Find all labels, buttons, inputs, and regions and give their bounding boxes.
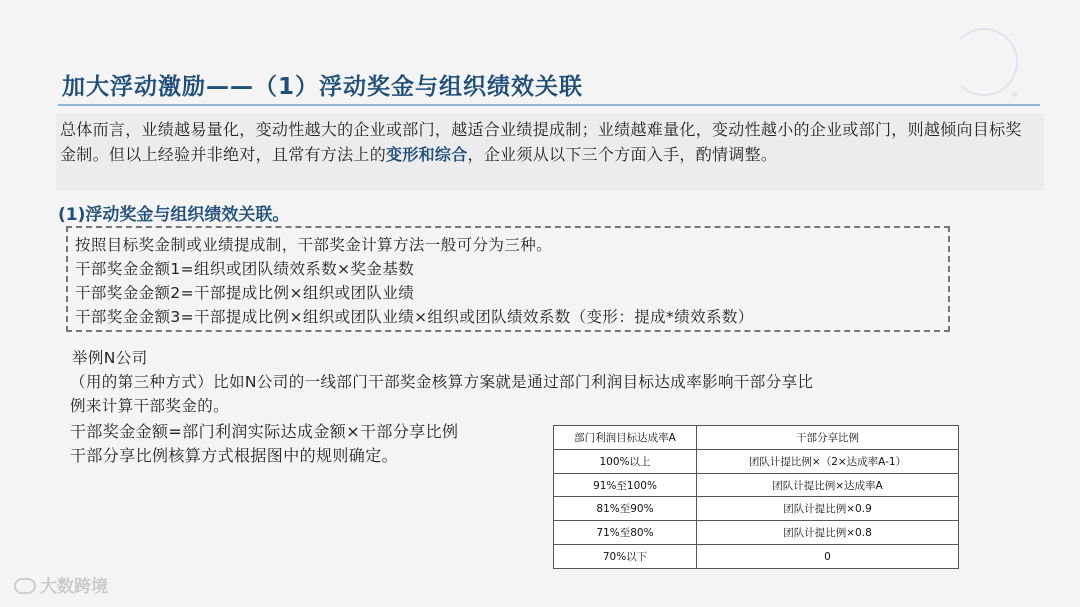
title-underline <box>58 104 1040 106</box>
section-heading: (1)浮动奖金与组织绩效关联。 <box>58 205 290 225</box>
table-header-row <box>554 426 959 450</box>
page-title: 加大浮动激励——（1）浮动奖金与组织绩效关联 <box>62 74 584 100</box>
method-line: 干部奖金金额3=干部提成比例×组织或团队业绩×组织或团队绩效系数（变形：提成*绩效系数） <box>75 308 754 326</box>
watermark-text: 大数跨境 <box>40 577 108 597</box>
table-cell: 团队计提比例×达成率A <box>697 473 959 497</box>
method-line: 干部奖金金额1=组织或团队绩效系数×奖金基数 <box>75 260 415 278</box>
table-cell: 团队计提比例×（2×达成率A-1） <box>697 449 959 473</box>
intro-text: 总体而言，业绩越易量化，变动性越大的企业或部门，越适合业绩提成制；业绩越难量化，变动性越小的企业或部门，则越倾向目标奖金制。但以上经验并非绝对，且常有方法上的 <box>60 120 1022 164</box>
table-header: 干部分享比例 <box>697 426 959 450</box>
formula-line: 干部奖金金额=部门利润实际达成金额×干部分享比例 <box>70 422 459 441</box>
brand-icon <box>14 578 36 594</box>
table-cell: 71%至80% <box>554 521 697 545</box>
intro-paragraph <box>56 114 1044 190</box>
decorative-ring <box>950 28 1018 96</box>
table-cell: 0 <box>697 545 959 569</box>
watermark-logo <box>14 572 108 597</box>
table-cell: 团队计提比例×0.9 <box>697 497 959 521</box>
sharing-ratio-table <box>553 425 959 569</box>
example-line: （用的第三种方式）比如N公司的一线部门干部奖金核算方案就是通过部门利润目标达成率影响干部分享比 <box>70 373 814 391</box>
method-box <box>66 226 950 332</box>
formula-block <box>70 420 458 468</box>
table-row <box>554 473 959 497</box>
table-row <box>554 449 959 473</box>
table-row <box>554 521 959 545</box>
formula-line: 干部分享比例核算方式根据图中的规则确定。 <box>70 446 399 465</box>
example-line: 例来计算干部奖金的。 <box>70 397 230 415</box>
table-cell: 团队计提比例×0.8 <box>697 521 959 545</box>
example-heading: 举例N公司 <box>72 349 148 367</box>
table-cell: 100%以上 <box>554 449 697 473</box>
decorative-dot <box>1012 92 1017 97</box>
table-cell: 81%至90% <box>554 497 697 521</box>
table-row <box>554 497 959 521</box>
table-header: 部门利润目标达成率A <box>554 426 697 450</box>
table-row <box>554 545 959 569</box>
method-line: 干部奖金金额2=干部提成比例×组织或团队业绩 <box>75 284 415 302</box>
intro-highlight: 变形和综合 <box>386 145 468 164</box>
method-line: 按照目标奖金制或业绩提成制，干部奖金计算方法一般可分为三种。 <box>75 236 553 254</box>
table-cell: 91%至100% <box>554 473 697 497</box>
intro-text-end: ，企业须从以下三个方面入手，酌情调整。 <box>467 145 778 164</box>
table-cell: 70%以下 <box>554 545 697 569</box>
